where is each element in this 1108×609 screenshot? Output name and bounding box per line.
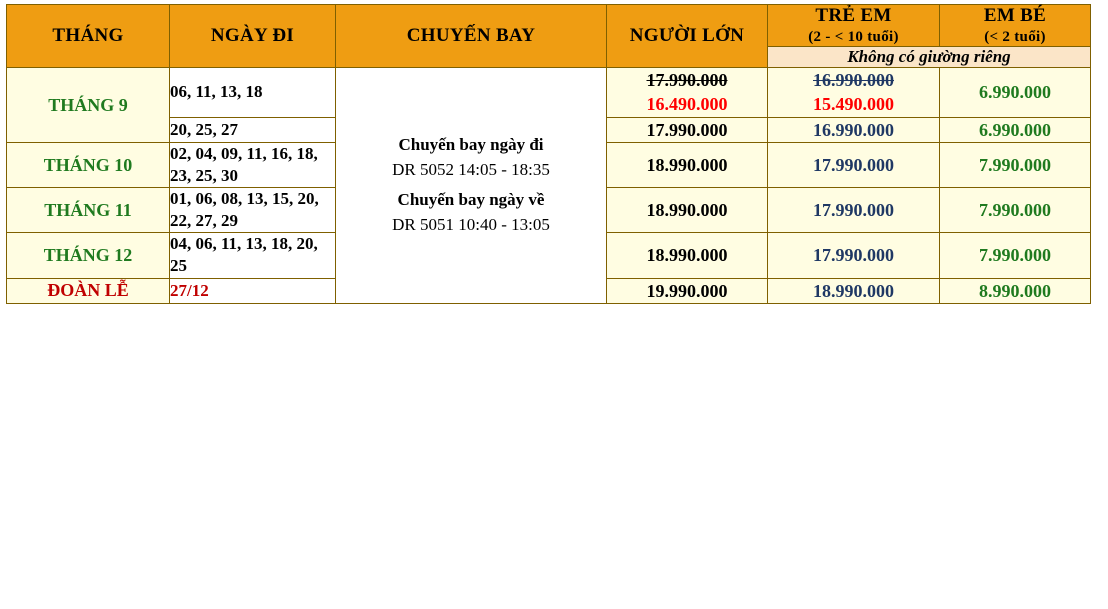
flight-return-title: Chuyến bay ngày về <box>397 190 545 210</box>
header-adult: NGƯỜI LỚN <box>607 5 768 68</box>
row-infant-price-3: 7.990.000 <box>940 188 1091 233</box>
flight-outbound-detail: DR 5052 14:05 - 18:35 <box>392 159 550 179</box>
header-child <box>768 5 940 47</box>
header-flight: CHUYẾN BAY <box>336 5 607 68</box>
flight-price-table <box>6 4 1091 304</box>
row-child-price-0 <box>768 68 940 118</box>
row-dates-4: 04, 06, 11, 13, 18, 20, 25 <box>170 233 336 278</box>
row-infant-price-1: 6.990.000 <box>940 117 1091 142</box>
price-table-document <box>0 4 1108 609</box>
row-adult-new-price-0: 16.490.000 <box>646 94 728 115</box>
flight-return-detail: DR 5051 10:40 - 13:05 <box>392 215 550 235</box>
header-child-title: TRẺ EM <box>815 5 892 26</box>
row-dates-0: 06, 11, 13, 18 <box>170 68 336 118</box>
row-child-price-2: 17.990.000 <box>768 142 940 187</box>
table-row <box>7 68 1091 118</box>
row-dates-3: 01, 06, 08, 13, 15, 20, 22, 27, 29 <box>170 188 336 233</box>
header-departure-date: NGÀY ĐI <box>170 5 336 68</box>
row-dates-2: 02, 04, 09, 11, 16, 18, 23, 25, 30 <box>170 142 336 187</box>
row-adult-price-3: 18.990.000 <box>607 188 768 233</box>
row-adult-price-0 <box>607 68 768 118</box>
row-adult-price-4: 18.990.000 <box>607 233 768 278</box>
flight-info-cell <box>336 68 607 304</box>
row-month-5: ĐOÀN LỄ <box>7 278 170 303</box>
row-child-price-5: 18.990.000 <box>768 278 940 303</box>
row-infant-price-5: 8.990.000 <box>940 278 1091 303</box>
table-header-row <box>7 5 1091 47</box>
row-adult-price-5: 19.990.000 <box>607 278 768 303</box>
header-child-subtitle: (2 - < 10 tuổi) <box>808 28 899 45</box>
row-month-3: THÁNG 11 <box>7 188 170 233</box>
row-child-price-4: 17.990.000 <box>768 233 940 278</box>
subheader-no-own-bed: Không có giường riêng <box>768 47 1091 68</box>
row-infant-price-4: 7.990.000 <box>940 233 1091 278</box>
row-infant-price-0: 6.990.000 <box>940 68 1091 118</box>
row-month-4: THÁNG 12 <box>7 233 170 278</box>
header-month: THÁNG <box>7 5 170 68</box>
header-infant-subtitle: (< 2 tuổi) <box>984 28 1046 45</box>
row-adult-price-1: 17.990.000 <box>607 117 768 142</box>
row-child-old-price-0: 16.990.000 <box>813 70 894 91</box>
header-infant <box>940 5 1091 47</box>
header-infant-title: EM BÉ <box>983 5 1047 26</box>
row-dates-1: 20, 25, 27 <box>170 117 336 142</box>
row-dates-5: 27/12 <box>170 278 336 303</box>
row-infant-price-2: 7.990.000 <box>940 142 1091 187</box>
row-adult-old-price-0: 17.990.000 <box>646 70 728 91</box>
row-adult-price-2: 18.990.000 <box>607 142 768 187</box>
row-child-price-3: 17.990.000 <box>768 188 940 233</box>
row-child-new-price-0: 15.490.000 <box>813 94 894 115</box>
row-child-price-1: 16.990.000 <box>768 117 940 142</box>
row-month-0: THÁNG 9 <box>7 68 170 143</box>
flight-outbound-title: Chuyến bay ngày đi <box>398 135 544 155</box>
row-month-2: THÁNG 10 <box>7 142 170 187</box>
